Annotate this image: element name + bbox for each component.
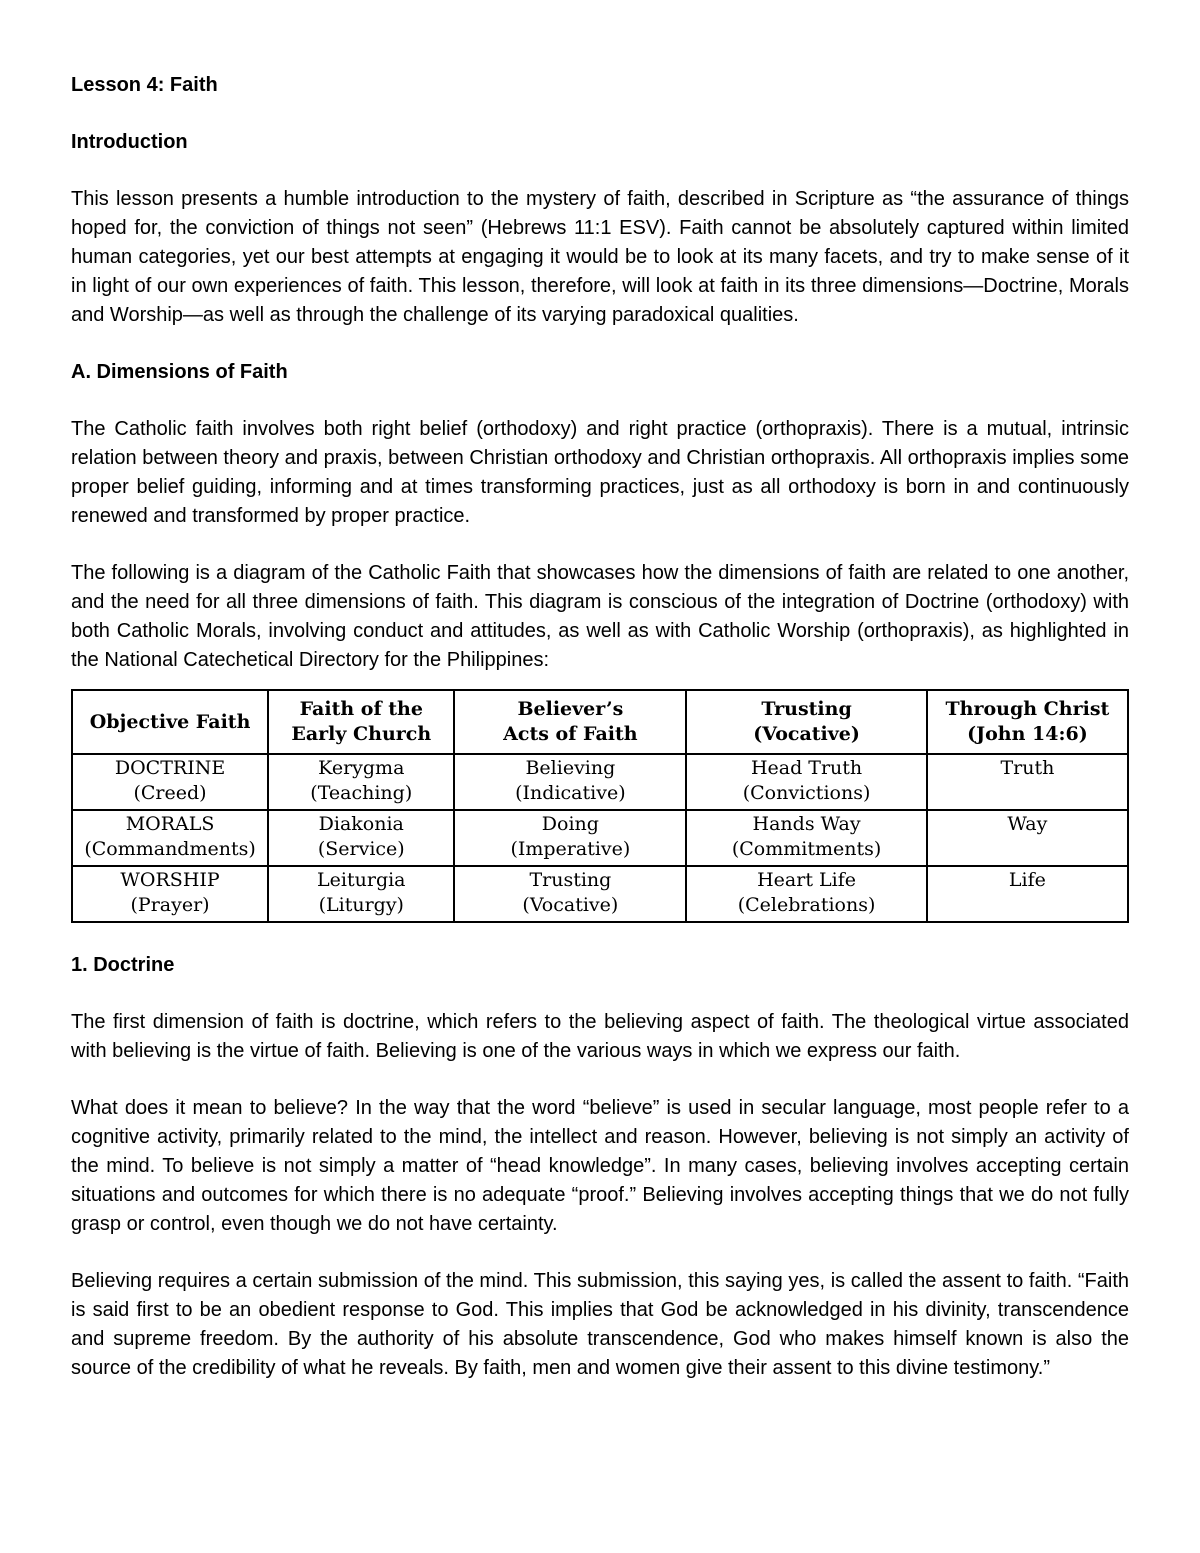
cell-line: Trusting (529, 869, 612, 891)
section-a-heading: A. Dimensions of Faith (71, 361, 288, 383)
table-cell (72, 754, 268, 810)
section-1-paragraph-3: Believing requires a certain submission of the mind. This submission, this saying yes, is called the assent to faith. “Faith is said first to be an obedient response to God. This implies that God be acknowledged in his divinity, transcendence and supreme freedom. By the authority of his absolute transcendence, God who makes himself known is also the source of the credibility of what he reveals. By faith, men and women give their assent to this divine testimony.” (71, 1270, 1129, 1379)
cell-line: (Teaching) (310, 782, 413, 804)
table-cell (686, 810, 927, 866)
header-line: Faith of the (299, 698, 423, 720)
section-1-paragraph-1: The first dimension of faith is doctrine, which refers to the believing aspect of faith. The theological virtue associated with believing is the virtue of faith. Believing is one of the various ways in which we express our faith. (71, 1011, 1129, 1062)
table-row (72, 810, 1128, 866)
cell-line: (Indicative) (515, 782, 626, 804)
table-header-row (72, 690, 1128, 754)
header-line: Trusting (761, 698, 852, 720)
cell-line: Doing (541, 813, 599, 835)
table-cell (927, 810, 1128, 866)
cell-line: WORSHIP (120, 869, 220, 891)
table-cell (686, 866, 927, 922)
cell-line: Leiturgia (317, 869, 406, 891)
table-cell (268, 810, 454, 866)
table-cell (454, 866, 686, 922)
cell-line: (Convictions) (742, 782, 871, 804)
cell-line: Believing (525, 757, 616, 779)
table-cell (268, 754, 454, 810)
cell-line: (Celebrations) (737, 894, 876, 916)
table-cell (72, 866, 268, 922)
header-line: Acts of Faith (503, 723, 638, 745)
cell-line: Truth (1000, 757, 1055, 779)
cell-line: MORALS (125, 813, 215, 835)
header-line: Through Christ (945, 698, 1110, 720)
table-header-cell (927, 690, 1128, 754)
header-line: (John 14:6) (967, 723, 1088, 745)
cell-line: (Imperative) (510, 838, 631, 860)
cell-line: Life (1008, 869, 1046, 891)
cell-line: (Service) (317, 838, 405, 860)
cell-line: Diakonia (318, 813, 404, 835)
table-header-cell (268, 690, 454, 754)
table-cell (72, 810, 268, 866)
section-1-paragraph-2: What does it mean to believe? In the way that the word “believe” is used in secular language, most people refer to a cognitive activity, primarily related to the mind, the intellect and reason. However, believing is not simply an activity of the mind. To believe is not simply a matter of “head knowledge”. In many cases, believing involves accepting certain situations and outcomes for which there is no adequate “proof.” Believing involves accepting things that we do not fully grasp or control, even though we do not have certainty. (71, 1097, 1129, 1235)
section-a-paragraph-1: The Catholic faith involves both right belief (orthodoxy) and right practice (orthopraxis). There is a mutual, intrinsic relation between theory and praxis, between Christian orthodoxy and Christian orthopraxis. All orthopraxis implies some proper belief guiding, informing and at times transforming practices, just as all orthodoxy is born in and continuously renewed and transformed by proper practice. (71, 418, 1129, 527)
header-line: Believer’s (517, 698, 624, 720)
cell-line: (Commitments) (731, 838, 882, 860)
cell-line: Head Truth (750, 757, 863, 779)
intro-paragraph: This lesson presents a humble introduction to the mystery of faith, described in Scripture as “the assurance of things hoped for, the conviction of things not seen” (Hebrews 11:1 ESV). Faith cannot be absolutely captured within limited human categories, yet our best attempts at engaging it would be to look at its many facets, and try to make sense of it in light of our own experiences of faith. This lesson, therefore, will look at faith in its three dimensions—Doctrine, Morals and Worship—as well as through the challenge of its varying paradoxical qualities. (71, 188, 1129, 326)
cell-line: (Prayer) (130, 894, 210, 916)
table-header-cell (686, 690, 927, 754)
section-a-paragraph-2: The following is a diagram of the Catholic Faith that showcases how the dimensions of faith are related to one another, and the need for all three dimensions of faith. This diagram is conscious of the integration of Doctrine (orthodoxy) with both Catholic Morals, involving conduct and attitudes, as well as with Catholic Worship (orthopraxis), as highlighted in the National Catechetical Directory for the Philippines: (71, 562, 1129, 671)
header-line: (Vocative) (753, 723, 860, 745)
table-row (72, 754, 1128, 810)
table-header-cell (72, 690, 268, 754)
cell-line: Hands Way (752, 813, 861, 835)
faith-dimensions-table (71, 689, 1129, 923)
cell-line: Way (1007, 813, 1048, 835)
table-cell (686, 754, 927, 810)
cell-line: Heart Life (757, 869, 856, 891)
cell-line: DOCTRINE (114, 757, 226, 779)
cell-line: Kerygma (318, 757, 405, 779)
header-line: Early Church (291, 723, 432, 745)
table-cell (927, 754, 1128, 810)
intro-heading: Introduction (71, 131, 188, 153)
cell-line: (Liturgy) (318, 894, 404, 916)
header-line: Objective Faith (89, 710, 251, 733)
table-header-cell (454, 690, 686, 754)
section-1-heading: 1. Doctrine (71, 954, 175, 976)
table-cell (927, 866, 1128, 922)
document-body (71, 71, 1129, 1383)
lesson-title: Lesson 4: Faith (71, 74, 218, 96)
table-cell (454, 754, 686, 810)
table-cell (454, 810, 686, 866)
cell-line: (Creed) (133, 782, 207, 804)
table-row (72, 866, 1128, 922)
cell-line: (Commandments) (84, 838, 256, 860)
cell-line: (Vocative) (522, 894, 619, 916)
table-cell (268, 866, 454, 922)
